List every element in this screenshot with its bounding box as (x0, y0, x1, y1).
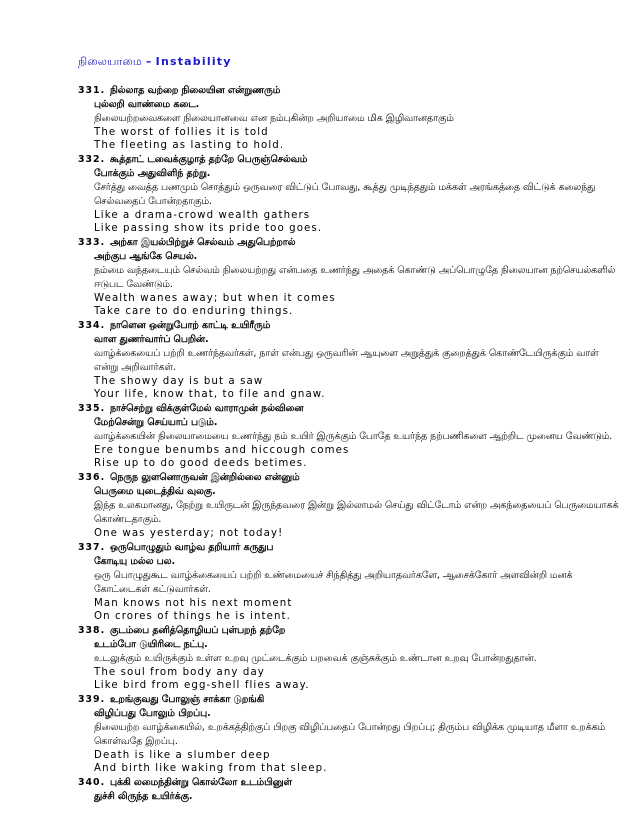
verse-line-1-text: கூத்தாட் டவைக்குழாத் தற்றே பெருஞ்செல்வம் (110, 154, 308, 165)
verse-number: 334. (78, 320, 106, 331)
title-tamil: நிலையாமை (78, 55, 142, 68)
verse-line-1 (78, 693, 623, 707)
english-translation-line-1: The showy day is but a saw (94, 376, 264, 387)
english-translation-line-1: Death is like a slumber deep (94, 750, 271, 761)
verse-number: 336. (78, 472, 106, 483)
page-title (78, 55, 232, 70)
verse-number: 337. (78, 542, 106, 553)
english-translation-line-2: On crores of things he is intent. (94, 611, 291, 622)
verse-1 (78, 84, 623, 152)
verse-6 (78, 471, 623, 540)
verse-5 (78, 402, 623, 470)
title-dash: – (141, 55, 156, 68)
verse-line-1-text: நாச்செற்று விக்குள்மேல் வாராமுன் நல்வினை (110, 403, 304, 414)
verse-number: 338. (78, 625, 106, 636)
english-translation-line-1: Man knows not his next moment (94, 598, 293, 609)
verse-line-1-text: நாளென ஒன்றுபோற் காட்டி உயிரீரும் (110, 320, 271, 331)
verse-line-2: வாள துணர்வார்ப் பெறின். (94, 334, 209, 345)
english-translation-line-1: The soul from body any day (94, 667, 265, 678)
english-translation-line-1: Ere tongue benumbs and hiccough comes (94, 445, 350, 456)
english-translation-line-2: Your life, know that, to file and gnaw. (94, 389, 326, 400)
verse-line-2: புல்லறி வாண்மை கடை. (94, 99, 200, 110)
verse-line-1 (78, 236, 623, 250)
verse-line-1 (78, 471, 623, 485)
verse-number: 333. (78, 237, 106, 248)
verse-line-1-text: நில்லாத வற்றை நிலையின என்றுணரும் (110, 85, 281, 96)
verse-line-2: துச்சி லிருந்த உயிர்க்கு. (94, 791, 193, 802)
verse-explanation: நிலையற்றவைகளை நிலையானவை என நம்புகின்ற அறியாமை மிக இழிவானதாகும் (94, 113, 454, 124)
verse-explanation: இந்த உலகமானது, நேற்று உயிருடன் இருந்தவரை இன்று இல்லாமல் செய்து விட்டோம் என்ற அகந்தையைப் பெருமையாகக் கொண்டதாகும். (94, 500, 619, 525)
verse-8 (78, 624, 623, 692)
verse-line-2: பெருமை யுடைத்திவ் வுலகு. (94, 486, 216, 497)
verse-line-1-text: குடம்பை தனித்தொழியப் புள்பறந் தற்றே (110, 625, 286, 636)
verse-line-1 (78, 84, 623, 98)
verse-line-2: கோடியு மல்ல பல. (94, 556, 176, 567)
verse-explanation: வாழ்க்கையின் நிலையாமையை உணர்ந்து நம் உயிர் இருக்கும் போதே உயர்ந்த நற்பணிகளை ஆற்றிட முனைய வேண்டும். (94, 431, 613, 442)
verse-line-1 (78, 624, 623, 638)
verse-explanation: வாழ்க்கையைப் பற்றி உணர்ந்தவர்கள், நாள் என்பது ஒருவரின் ஆயுளை அறுத்துக் குறைத்துக் கொண்டேயிருக்கும் வாள் என்று அறிவார்கள். (94, 348, 599, 373)
verse-number: 332. (78, 154, 106, 165)
english-translation-line-1: Wealth wanes away; but when it comes (94, 293, 336, 304)
english-translation-line-2: And birth like waking from that sleep. (94, 763, 328, 774)
verse-line-2: உடம்போ டுயிரிடை நட்பு. (94, 639, 208, 650)
verse-line-1 (78, 153, 623, 167)
verse-explanation: ஒரு பொழுதுகூட வாழ்க்கையைப் பற்றி உண்மையைச் சிந்தித்து அறியாதவர்களே, ஆசைக்கோர் அளவின்றி மனக் கோட்டைகள் கட்டுவார்கள். (94, 570, 573, 595)
verse-3 (78, 236, 623, 318)
english-translation-line-2: Like bird from egg-shell flies away. (94, 680, 310, 691)
verse-line-1-text: புக்கி லமைந்தின்று கொல்லோ உடம்பினுள் (110, 777, 292, 788)
verse-line-1 (78, 402, 623, 416)
english-translation-line-1: Like a drama-crowd wealth gathers (94, 210, 311, 221)
verse-line-1 (78, 541, 623, 555)
verse-explanation: உடலுக்கும் உயிருக்கும் உள்ள உறவு முட்டைக்கும் பறவைக் குஞ்சுக்கும் உண்டான உறவு போன்றதுதான். (94, 653, 537, 664)
verse-number: 335. (78, 403, 106, 414)
verse-line-2: போக்கும் அதுவிளிந் தற்று. (94, 168, 211, 179)
english-translation-line-2: Like passing show its pride too goes. (94, 223, 323, 234)
english-translation-line-2: The fleeting as lasting to hold. (94, 140, 285, 151)
verse-line-1-text: அற்கா இயல்பிற்றுச் செல்வம் அதுபெற்றால் (110, 237, 296, 248)
verse-line-2: விழிப்பது போலும் பிறப்பு. (94, 708, 211, 719)
english-translation-line-2: Rise up to do good deeds betimes. (94, 458, 308, 469)
verse-4 (78, 319, 623, 401)
verse-number: 331. (78, 85, 106, 96)
verse-line-2: அற்குப ஆங்கே செயல். (94, 251, 198, 262)
verse-line-1 (78, 319, 623, 333)
title-english: Instability (155, 55, 232, 68)
verse-list (78, 84, 623, 805)
verse-line-1 (78, 776, 623, 790)
verse-2 (78, 153, 623, 235)
verse-number: 339. (78, 694, 106, 705)
verse-7 (78, 541, 623, 623)
verse-9 (78, 693, 623, 775)
english-translation-line-1: One was yesterday; not today! (94, 528, 284, 539)
verse-explanation: நம்மை வந்தடையும் செல்வம் நிலையற்றது என்பதை உணர்ந்து அதைக் கொண்டு அப்பொழுதே நிலையான நற்செயல்களில் ஈடுபட வேண்டும். (94, 265, 616, 290)
verse-line-1-text: உறங்குவது போலுஞ் சாக்கா டுறங்கி (110, 694, 265, 705)
verse-line-2: மேற்சென்று செய்யாப் படும். (94, 417, 218, 428)
verse-10 (78, 776, 623, 804)
verse-explanation: நிலையற்ற வாழ்க்கையில், உறக்கத்திற்குப் பிறகு விழிப்பதைப் போன்றது பிறப்பு; திரும்ப விழிக்க முடியாத மீளா உறக்கம் கொள்வதே இறப்பு. (94, 722, 606, 747)
english-translation-line-2: Take care to do enduring things. (94, 306, 294, 317)
verse-explanation: சேர்த்து வைத்த பணமும் சொத்தும் ஒருவரை விட்டுப் போவது, கூத்து முடிந்ததும் மக்கள் அரங்கத்தை விட்டுக் கலைந்து செல்வதைப் போன்றதாகும். (94, 182, 596, 207)
verse-line-1-text: ஒருபொழுதும் வாழ்வ தறியார் கருதுப (110, 542, 274, 553)
verse-number: 340. (78, 777, 106, 788)
english-translation-line-1: The worst of follies it is told (94, 127, 269, 138)
verse-line-1-text: நெருந லுளனொருவன் இன்றில்லை என்னும் (110, 472, 300, 483)
